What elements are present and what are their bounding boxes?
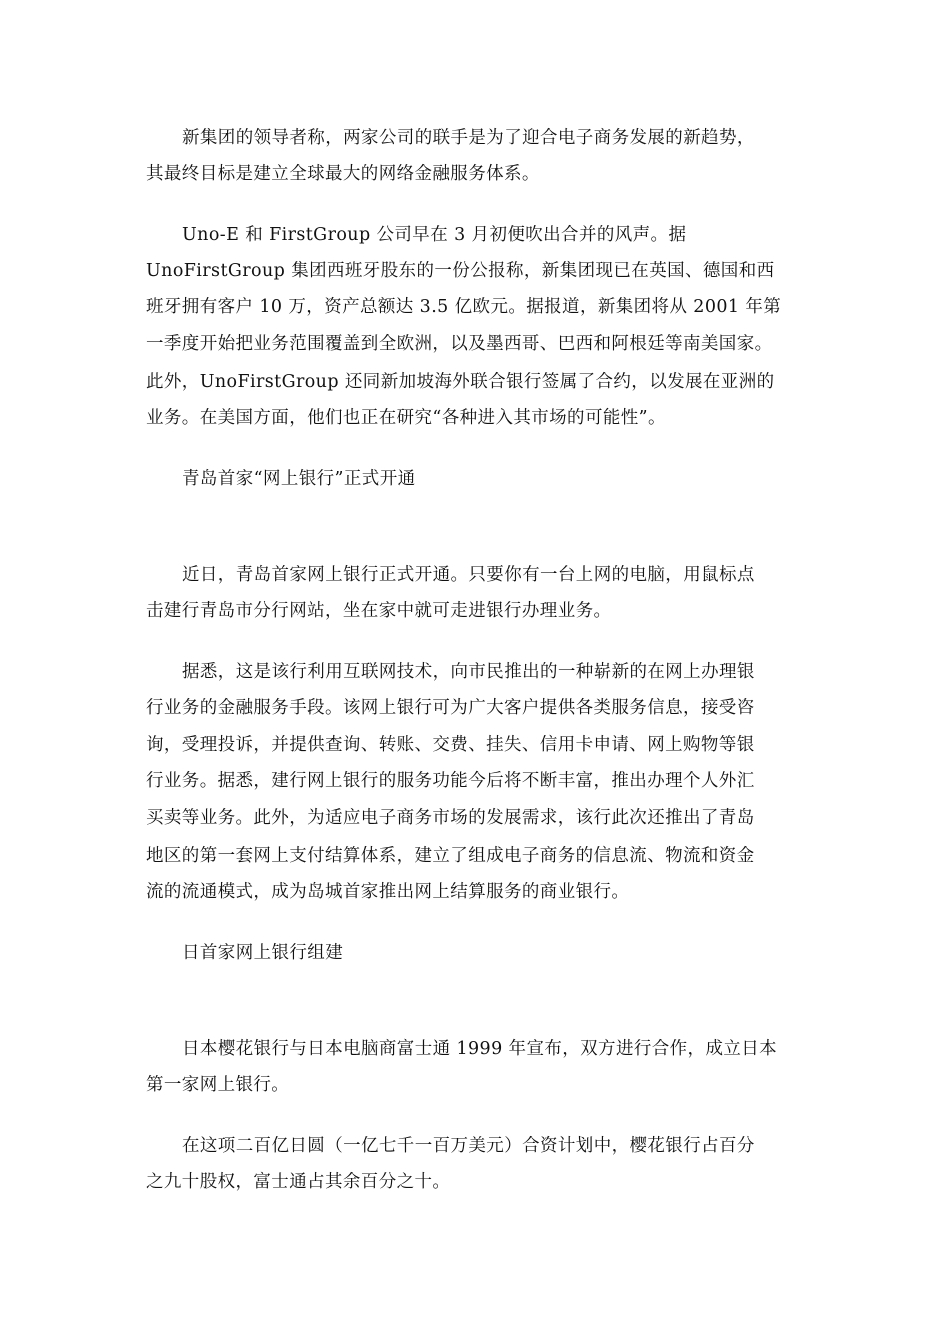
paragraph-line: Uno-E 和 FirstGroup 公司早在 3 月初便吹出合并的风声。据 [182,225,687,245]
paragraph-line: 业务。在美国方面，他们也正在研究“各种进入其市场的可能性”。 [146,408,666,428]
paragraph-line: 据悉，这是该行利用互联网技术，向市民推出的一种崭新的在网上办理银 [182,662,755,682]
paragraph-line: 流的流通模式，成为岛城首家推出网上结算服务的商业银行。 [146,882,630,902]
paragraph-line: 日本樱花银行与日本电脑商富士通 1999 年宣布，双方进行合作，成立日本 [182,1039,778,1059]
section-heading: 日首家网上银行组建 [182,943,344,963]
paragraph-line: 行业务的金融服务手段。该网上银行可为广大客户提供各类服务信息，接受咨 [146,698,755,718]
paragraph-line: 第一家网上银行。 [146,1075,290,1095]
paragraph-line: 在这项二百亿日圆（一亿七千一百万美元）合资计划中，樱花银行占百分 [182,1136,755,1156]
paragraph-line: 此外，UnoFirstGroup 还同新加坡海外联合银行签属了合约，以发展在亚洲的 [146,372,775,392]
paragraph-line: 击建行青岛市分行网站，坐在家中就可走进银行办理业务。 [146,601,612,621]
paragraph-line: 之九十股权，富士通占其余百分之十。 [146,1172,451,1192]
paragraph-line: 地区的第一套网上支付结算体系，建立了组成电子商务的信息流、物流和资金 [146,846,755,866]
paragraph-line: 一季度开始把业务范围覆盖到全欧洲，以及墨西哥、巴西和阿根廷等南美国家。 [146,334,773,354]
paragraph-line: 买卖等业务。此外，为适应电子商务市场的发展需求，该行此次还推出了青岛 [146,808,755,828]
paragraph-line: 新集团的领导者称，两家公司的联手是为了迎合电子商务发展的新趋势， [182,128,755,148]
paragraph-line: 近日，青岛首家网上银行正式开通。只要你有一台上网的电脑，用鼠标点 [182,565,755,585]
paragraph-line: 班牙拥有客户 10 万，资产总额达 3.5 亿欧元。据报道，新集团将从 2001 年第 [146,297,782,317]
paragraph-line: 询，受理投诉，并提供查询、转账、交费、挂失、信用卡申请、网上购物等银 [146,735,755,755]
paragraph-line: 其最终目标是建立全球最大的网络金融服务体系。 [146,164,540,184]
paragraph-line: 行业务。据悉，建行网上银行的服务功能今后将不断丰富，推出办理个人外汇 [146,771,755,791]
section-heading: 青岛首家“网上银行”正式开通 [182,469,416,489]
paragraph-line: UnoFirstGroup 集团西班牙股东的一份公报称，新集团现已在英国、德国和西 [146,261,775,281]
